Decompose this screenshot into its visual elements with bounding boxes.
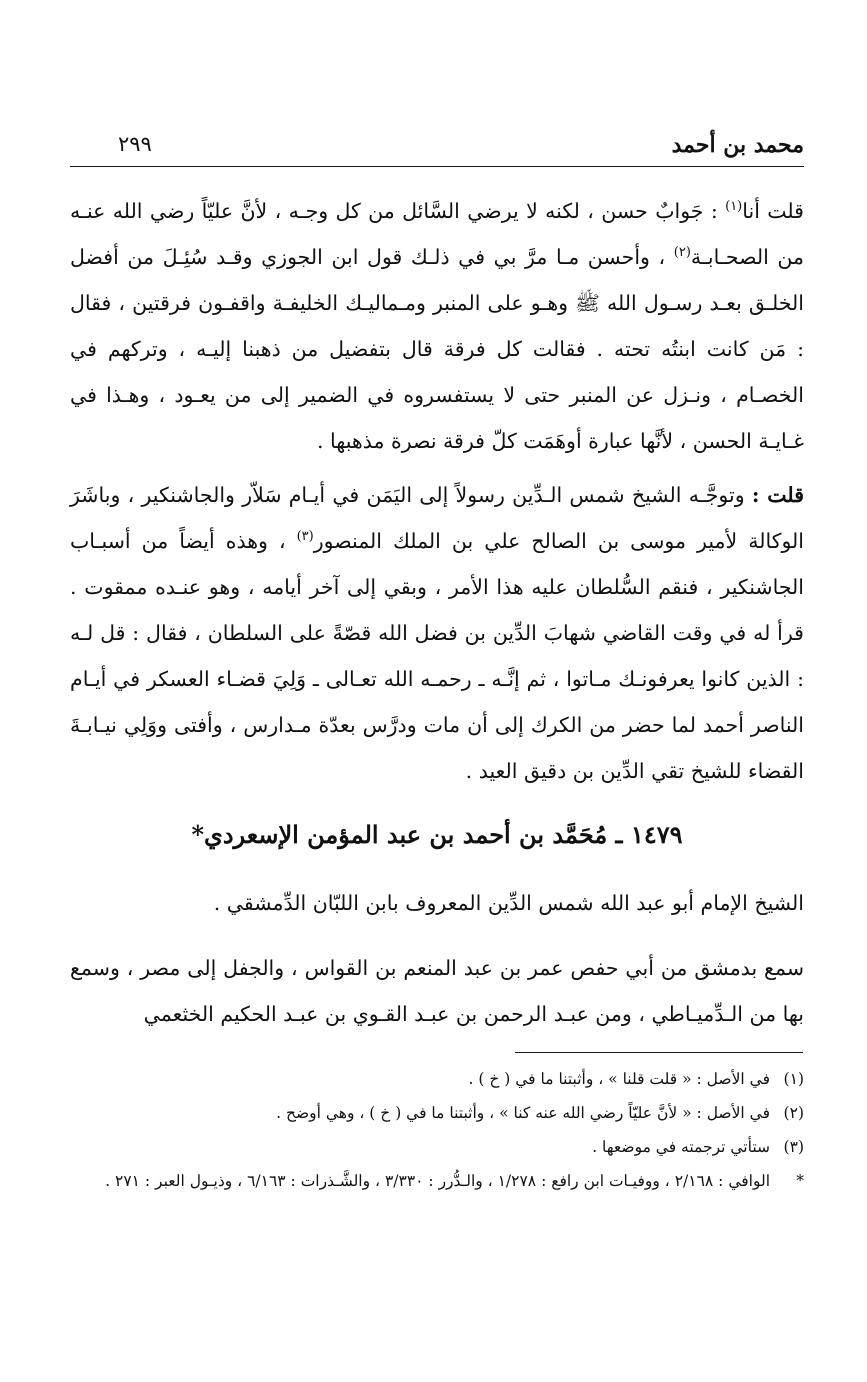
footnote-mark: (١) <box>783 1070 804 1088</box>
entry-body: سمع بدمشق من أبي حفص عمر بن عبد المنعم بن القواس ، والجفل إلى مصر ، وسمع بها من الـدِّميـاطي ، ومن عبـد الرحمن بن عبـد القـوي بن عبـد الحكيم الخثعمي <box>70 956 804 1026</box>
footnote-item <box>70 1064 804 1095</box>
page-number: ٢٩٩ <box>118 132 152 156</box>
footnote-divider <box>515 1052 803 1053</box>
footnote-mark: (٢) <box>783 1104 804 1122</box>
paragraph-2-lead: قلت : <box>751 483 804 507</box>
footnote-mark: (٣) <box>783 1138 804 1156</box>
footnote-ref-2: (٢) <box>673 245 691 261</box>
paragraph-1-part-3: ، وأحسن مـا مرَّ بي في ذلـك قول ابن الجوزي وقـد سُئِـلَ من أفضل الخلـق بعـد رسـول الله ﷺ وهـو على المنبر ومـماليـك الخليفـة واقفـون فرقتين ، فقال : مَن كانت ابنتُه تحته . فقالت كل فرقة قال بتفضيل من ذهبنا إليـه ، وتركهم في الخصـام ، ونـزل عن المنبر حتى لا يستفسروه في الضمير إلى من يعـود ، وهـذا في غـايـة الحسن ، لأنَّها عبارة أوهَمَت كلّ فرقة نصرة مذهبها . <box>70 245 804 453</box>
footnote-text: في الأصل : « لأنَّ عليّاً رضي الله عنه كنا » ، وأثبتنا ما في ( خ ) ، وهي أوضح . <box>276 1104 770 1122</box>
footnote-ref-3: (٣) <box>296 529 314 545</box>
footnote-item <box>70 1098 804 1129</box>
footnote-item <box>70 1166 804 1197</box>
entry-title: ١٤٧٩ ـ مُحَمَّد بن أحمد بن عبد المؤمن الإسعردي* <box>191 820 683 849</box>
paragraph-1 <box>70 188 804 464</box>
running-title: محمد بن أحمد <box>671 132 804 158</box>
footnote-text: الوافي : ٢/١٦٨ ، ووفيـات ابن رافع : ١/٢٧٨ ، والـدُّرر : ٣/٣٣٠ ، والشَّـذرات : ٦/١٦٣ ، وذيـول العبر : ٢٧١ . <box>105 1172 770 1190</box>
paragraph-2-part-1: وتوجَّـه الشيخ شمس الـدِّين رسولاً إلى اليَمَن في أيـام سَلاّر والجاشنكير ، وباشَرَ الوكالة لأمير موسى بن الصالح علي بن الملك المنصور <box>70 483 805 553</box>
footnote-item <box>70 1132 804 1163</box>
paragraph-2-part-2: ، وهذه أيضاً من أسبـاب الجاشنكير ، فنقم السُّلطان عليه هذا الأمر ، وبقي إلى آخر أيامه ، وهو عنـده ممقوت . قرأ له في وقت القاضي شهابَ الدِّين بن فضل الله قصّةً على السلطان ، فقال : قل لـه : الذين كانوا يعرفونـك مـاتوا ، ثم إنَّـه ـ رحمـه الله تعـالى ـ وَلِيَ قضـاء العسكر في أيـام الناصر أحمد لما حضر من الكرك إلى أن مات ودرَّس بعدّة مـدارس ، وأفتى ووَلِي نيـابـةَ القضاء للشيخ تقي الدِّين بن دقيق العيد . <box>70 529 804 783</box>
footnote-text: في الأصل : « قلت قلنا » ، وأثبتنا ما في ( خ ) . <box>468 1070 770 1088</box>
paragraph-2 <box>70 472 804 794</box>
entry-intro: الشيخ الإمام أبو عبد الله شمس الدِّين المعروف بابن اللبّان الدِّمشقي . <box>213 891 804 915</box>
page-header <box>70 126 804 167</box>
footnote-mark: * <box>796 1172 804 1190</box>
paragraph-1-part-2: : جَوابٌ حسن ، لكنه لا يرضي السَّائل من كل وجـه ، لأنَّ عليّاً رضي الله عنـه من الصحـابـة <box>70 199 804 269</box>
footnote-text: ستأتي ترجمته في موضعها . <box>592 1138 770 1156</box>
footnotes <box>70 1064 804 1200</box>
footnote-ref-1: (١) <box>725 199 743 215</box>
paragraph-1-part-1: قلت أنا <box>742 199 804 223</box>
